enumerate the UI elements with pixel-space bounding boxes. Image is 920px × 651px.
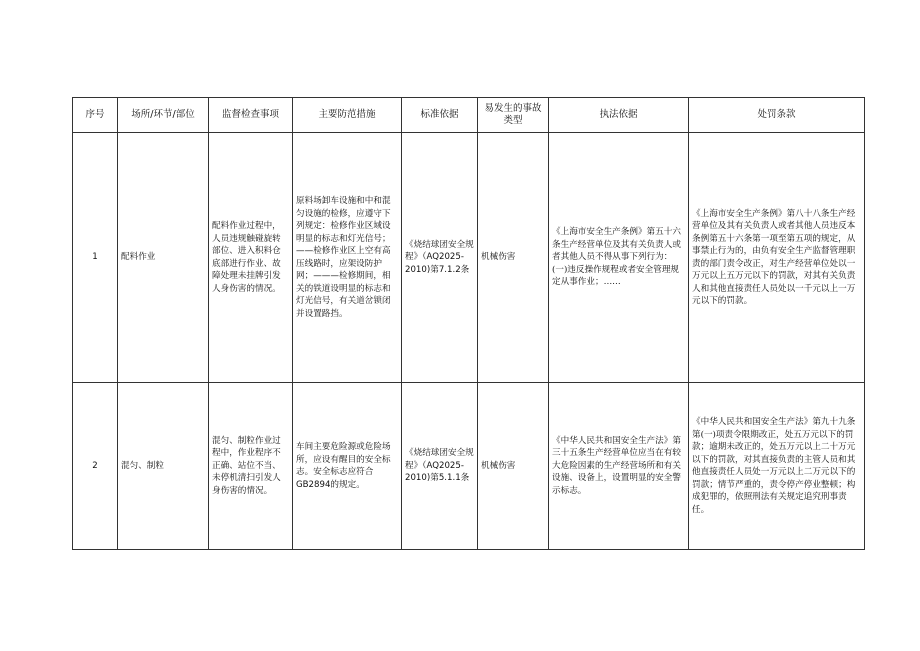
row-standard: 《烧结球团安全规程》（AQ2025-2010)第5.1.1条 <box>402 383 478 550</box>
header-item: 监督检查事项 <box>209 98 293 133</box>
header-no: 序号 <box>73 98 118 133</box>
regulation-table <box>72 97 865 550</box>
row-law: 《上海市安全生产条例》第五十六条生产经营单位及其有关负责人或者其他人员不得从事下列行为：(一)违反操作规程或者安全管理规定从事作业；…… <box>549 133 689 383</box>
row-penalty: 《中华人民共和国安全生产法》第九十九条第(一)项责令限期改正，处五万元以下的罚款；逾期未改正的，处五万元以上二十万元以下的罚款，对其直接负责的主管人员和其他直接责任人员处一万元以上二万元以下的罚款；情节严重的，责令停产停业整顿；构成犯罪的，依照刑法有关规定追究刑事责任。 <box>689 383 865 550</box>
header-accident: 易发生的事故类型 <box>478 98 549 133</box>
table-row <box>73 383 865 550</box>
header-law: 执法依据 <box>549 98 689 133</box>
row-item: 混匀、制粒作业过程中，作业程序不正确、站位不当、未停机清扫引发人身伤害的情况。 <box>209 383 293 550</box>
row-no: 2 <box>73 383 118 550</box>
row-no: 1 <box>73 133 118 383</box>
header-measures: 主要防范措施 <box>293 98 402 133</box>
row-standard: 《烧结球团安全规程》（AQ2025-2010)第7.1.2条 <box>402 133 478 383</box>
row-measures: 车间主要危险源或危险场所，应设有醒目的安全标志。安全标志应符合GB2894的规定。 <box>293 383 402 550</box>
row-place: 配料作业 <box>118 133 209 383</box>
header-row <box>73 98 865 133</box>
row-accident: 机械伤害 <box>478 133 549 383</box>
row-item: 配料作业过程中，人员违规触碰旋转部位、进入积料仓底部进行作业、故障处理未挂牌引发人身伤害的情况。 <box>209 133 293 383</box>
row-penalty: 《上海市安全生产条例》第八十八条生产经营单位及其有关负责人或者其他人员违反本条例第五十六条第一项至第五项的规定，从事禁止行为的，由负有安全生产监督管理职责的部门责令改正，对生产经营单位处以一万元以上五万元以下的罚款，对其有关负责人和其他直接责任人员处以一千元以上一万元以下的罚款。 <box>689 133 865 383</box>
header-penalty: 处罚条款 <box>689 98 865 133</box>
header-place: 场所/环节/部位 <box>118 98 209 133</box>
row-place: 混匀、制粒 <box>118 383 209 550</box>
row-accident: 机械伤害 <box>478 383 549 550</box>
header-standard: 标准依据 <box>402 98 478 133</box>
row-measures: 原料场卸车设施和中和混匀设施的检修，应遵守下列规定：检修作业区域设明显的标志和灯光信号；——检修作业区上空有高压线路时，应架设防护网；———检修期间，相关的铁道设明显的标志和灯光信号，有关道岔锁闭并设置路挡。 <box>293 133 402 383</box>
row-law: 《中华人民共和国安全生产法》第三十五条生产经营单位应当在有较大危险因素的生产经营场所和有关设施、设备上，设置明显的安全警示标志。 <box>549 383 689 550</box>
table-row <box>73 133 865 383</box>
